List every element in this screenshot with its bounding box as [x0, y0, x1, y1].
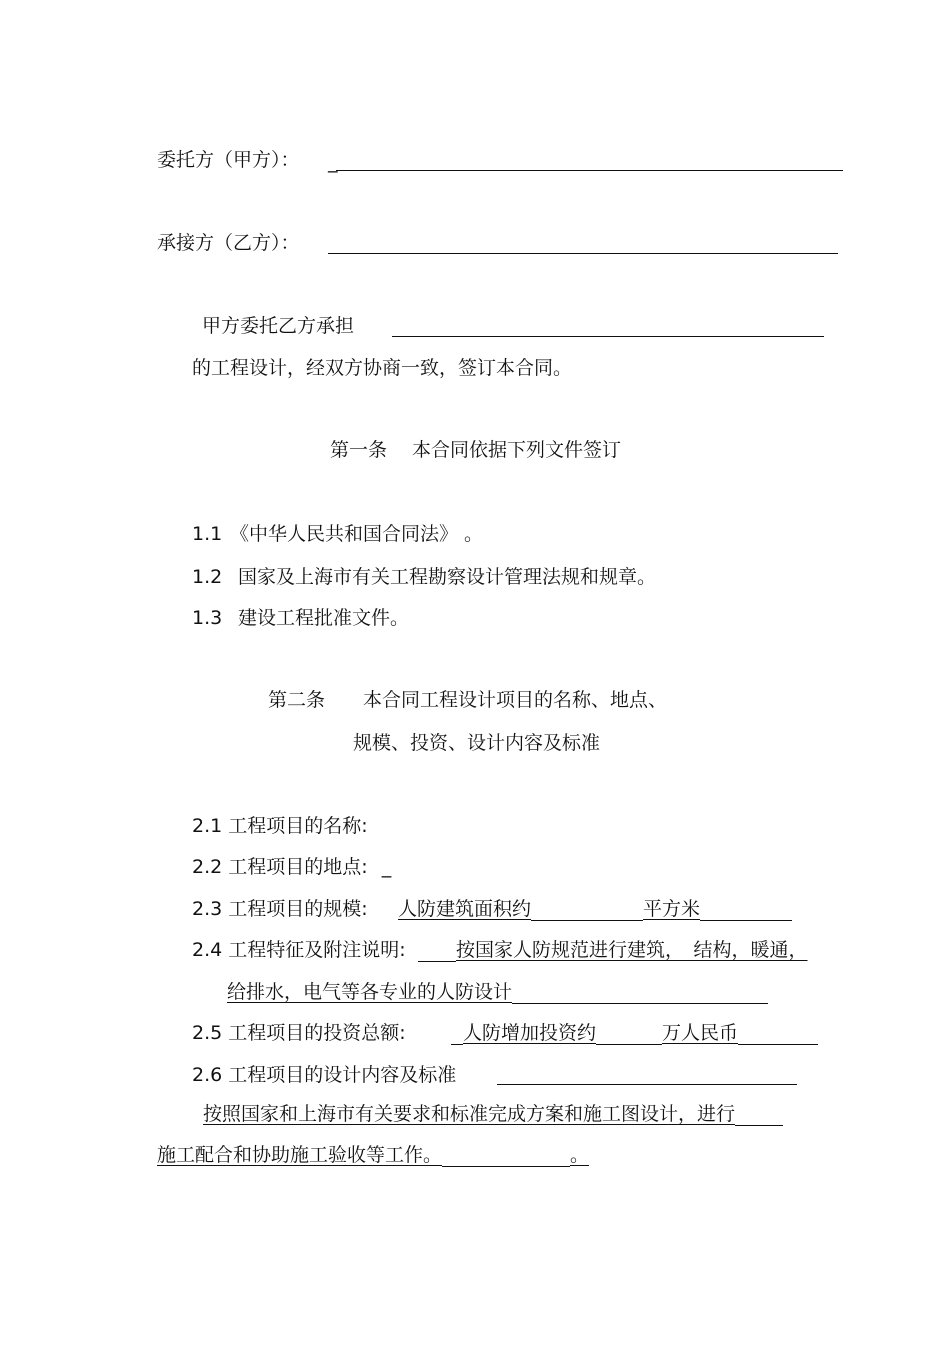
item-1-3-number: 1.3: [192, 607, 223, 629]
item-2-1-number: 2.1: [192, 815, 223, 837]
item-2-4-value-line-2-wrap: [227, 980, 768, 1004]
item-2-6-blank[interactable]: [497, 1084, 797, 1085]
item-1-3-text: 建设工程批准文件。: [238, 607, 410, 629]
item-2-6-number: 2.6: [192, 1064, 223, 1086]
intro-line-1: 甲方委托乙方承担: [202, 315, 355, 337]
client-mark: _: [328, 151, 338, 173]
item-2-2-mark: _: [381, 856, 392, 878]
item-2-6-desc-tail-blank: [735, 1105, 783, 1126]
article-2-heading-line-1: 第二条 本合同工程设计项目的名称、地点、: [268, 689, 668, 711]
item-2-1: [192, 814, 368, 838]
item-2-5-value: [451, 1021, 818, 1045]
item-2-6-desc-line-1: 按照国家和上海市有关要求和标准完成方案和施工图设计，进行: [203, 1103, 736, 1125]
item-2-1-label: 工程项目的名称:: [228, 815, 368, 837]
item-2-4: [192, 938, 406, 962]
item-2-3-unit: 平方米: [643, 898, 701, 920]
article-2-heading-line-2: 规模、投资、设计内容及标准: [353, 732, 601, 754]
item-1-2-text: 国家及上海市有关工程勘察设计管理法规和规章。: [238, 566, 657, 588]
item-2-3-label: 工程项目的规模:: [228, 898, 368, 920]
intro-line-2: 的工程设计，经双方协商一致，签订本合同。: [192, 357, 573, 379]
item-2-5-invest-text: 人防增加投资约: [463, 1022, 597, 1044]
item-2-3-tail-blank: [700, 900, 792, 921]
item-1-1-text: 《中华人民共和国合同法》 。: [230, 523, 484, 545]
item-2-5-lead-blank: [451, 1024, 463, 1045]
item-2-6-end-blank: [442, 1146, 570, 1167]
client-name-blank[interactable]: [336, 170, 843, 171]
item-2-2-number: 2.2: [192, 856, 223, 878]
item-2-4-number: 2.4: [192, 939, 223, 961]
item-1-1-number: 1.1: [192, 523, 223, 545]
client-label: 委托方（甲方）：: [157, 149, 300, 171]
item-2-2: [192, 855, 391, 879]
item-2-6-desc-end: 。: [570, 1144, 590, 1166]
item-2-2-label: 工程项目的地点:: [228, 856, 368, 878]
contractor-label: 承接方（乙方）：: [157, 232, 300, 254]
item-2-5-amount-blank[interactable]: [596, 1024, 662, 1045]
item-2-4-value-line-1: 按国家人防规范进行建筑， 结构，暖通，: [456, 939, 808, 961]
item-2-3-area-text: 人防建筑面积约: [398, 898, 532, 920]
item-2-5: [192, 1021, 406, 1045]
item-2-6-desc-line-2: 施工配合和协助施工验收等工作。: [157, 1144, 443, 1166]
project-blank[interactable]: [392, 336, 824, 337]
item-2-3-area-blank[interactable]: [531, 900, 643, 921]
item-2-5-number: 2.5: [192, 1022, 223, 1044]
article-1-heading: 第一条 本合同依据下列文件签订: [330, 439, 622, 461]
item-2-3-number: 2.3: [192, 898, 223, 920]
item-2-4-value-line-2: 给排水，电气等各专业的人防设计: [227, 981, 513, 1003]
item-2-5-tail-blank: [738, 1024, 818, 1045]
item-2-6-desc-line-2-wrap: [157, 1143, 589, 1167]
item-2-3-value: [398, 897, 792, 921]
item-2-5-unit: 万人民币: [662, 1022, 739, 1044]
item-2-4-tail-blank: [512, 983, 768, 1004]
item-2-6: [192, 1063, 456, 1087]
item-2-4-label: 工程特征及附注说明:: [228, 939, 406, 961]
item-2-4-value-line-1-wrap: [418, 938, 808, 962]
item-2-3: [192, 897, 368, 921]
item-2-6-desc-line-1-wrap: [203, 1102, 783, 1126]
item-2-4-lead-blank: [418, 941, 456, 962]
contractor-name-blank[interactable]: [328, 253, 838, 254]
item-1-2-number: 1.2: [192, 566, 223, 588]
item-2-6-label: 工程项目的设计内容及标准: [228, 1064, 457, 1086]
item-2-5-label: 工程项目的投资总额:: [228, 1022, 406, 1044]
